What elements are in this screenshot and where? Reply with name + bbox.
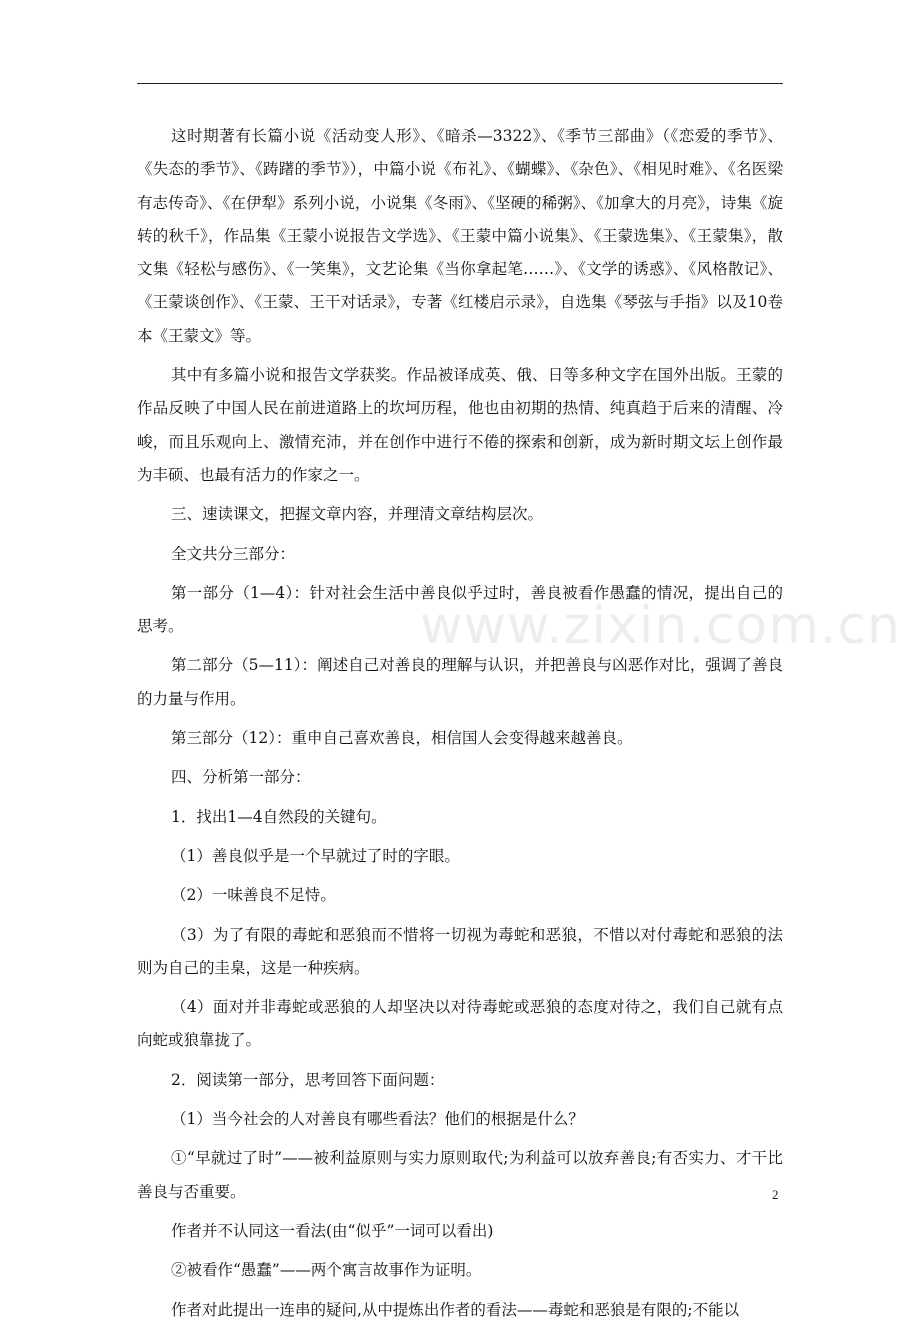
paragraph-key-sentence-1: （1）善良似乎是一个早就过了时的字眼。 <box>171 846 460 865</box>
paragraph-three-parts: 全文共分三部分： <box>171 544 296 563</box>
paragraph-part-three: 第三部分（12）：重申自己喜欢善良，相信国人会变得越来越善良。 <box>171 729 633 748</box>
watermark: www.zixin.com.cn <box>420 596 901 656</box>
document-body <box>137 120 783 1333</box>
paragraph-author-view-2: 作者对此提出一连串的疑问,从中提炼出作者的看法——毒蛇和恶狼是有限的;不能以 <box>171 1300 740 1319</box>
paragraph-works-list: 这时期著有长篇小说《活动变人形》、《暗杀—3322》、《季节三部曲》（《恋爱的季节》、《失态的季节》、《踌躇的季节》），中篇小说《布礼》、《蝴蝶》、《杂色》、《相见时难》、《名医梁有志传奇》、《在伊犁》系列小说，小说集《冬雨》、《坚硬的稀粥》、《加拿大的月亮》，诗集《旋转的秋千》，作品集《王蒙小说报告文学选》、《王蒙中篇小说集》、《王蒙选集》、《王蒙集》，散文集《轻松与感伤》、《一笑集》，文艺论集《当你拿起笔……》、《文学的诱惑》、《风格散记》、《王蒙谈创作》、《王蒙、王干对话录》，专著《红楼启示录》，自选集《琴弦与手指》以及10卷本《王蒙文》等。 <box>137 127 783 345</box>
paragraph-key-sentence-4: （4）面对并非毒蛇或恶狼的人却坚决以对待毒蛇或恶狼的态度对待之，我们自己就有点向蛇或狼靠拢了。 <box>137 998 783 1050</box>
paragraph-key-sentence-3: （3）为了有限的毒蛇和恶狼而不惜将一切视为毒蛇和恶狼，不惜以对付毒蛇和恶狼的法则为自己的圭臬，这是一种疾病。 <box>137 925 783 977</box>
paragraph-question-one: 1．找出1—4自然段的关键句。 <box>171 807 387 826</box>
paragraph-answer-1: ①“早就过了时”——被利益原则与实力原则取代;为利益可以放弃善良;有否实力、才干比善良与否重要。 <box>137 1149 783 1201</box>
paragraph-section-four-heading: 四、分析第一部分： <box>171 768 311 787</box>
paragraph-part-two: 第二部分（5—11）：阐述自己对善良的理解与认识，并把善良与凶恶作对比，强调了善良的力量与作用。 <box>137 656 783 708</box>
paragraph-author-view-1: 作者并不认同这一看法(由“似乎”一词可以看出) <box>171 1221 494 1240</box>
paragraph-section-three-heading: 三、速读课文，把握文章内容，并理清文章结构层次。 <box>171 505 544 524</box>
paragraph-awards: 其中有多篇小说和报告文学获奖。作品被译成英、俄、日等多种文字在国外出版。王蒙的作品反映了中国人民在前进道路上的坎坷历程，他也由初期的热情、纯真趋于后来的清醒、冷峻，而且乐观向上、激情充沛，并在创作中进行不倦的探索和创新，成为新时期文坛上创作最为丰硕、也最有活力的作家之一。 <box>137 366 783 484</box>
paragraph-question-two: 2．阅读第一部分，思考回答下面问题： <box>171 1070 445 1089</box>
header-rule <box>137 83 783 84</box>
paragraph-sub-question-1: （1）当今社会的人对善良有哪些看法？他们的根据是什么？ <box>171 1110 584 1129</box>
page-number: 2 <box>772 1187 779 1202</box>
paragraph-key-sentence-2: （2）一味善良不足恃。 <box>171 886 336 905</box>
paragraph-part-one: 第一部分（1—4）：针对社会生活中善良似乎过时，善良被看作愚蠢的情况，提出自己的思考。 <box>137 583 783 636</box>
paragraph-answer-2: ②被看作“愚蠢”——两个寓言故事作为证明。 <box>171 1261 482 1280</box>
